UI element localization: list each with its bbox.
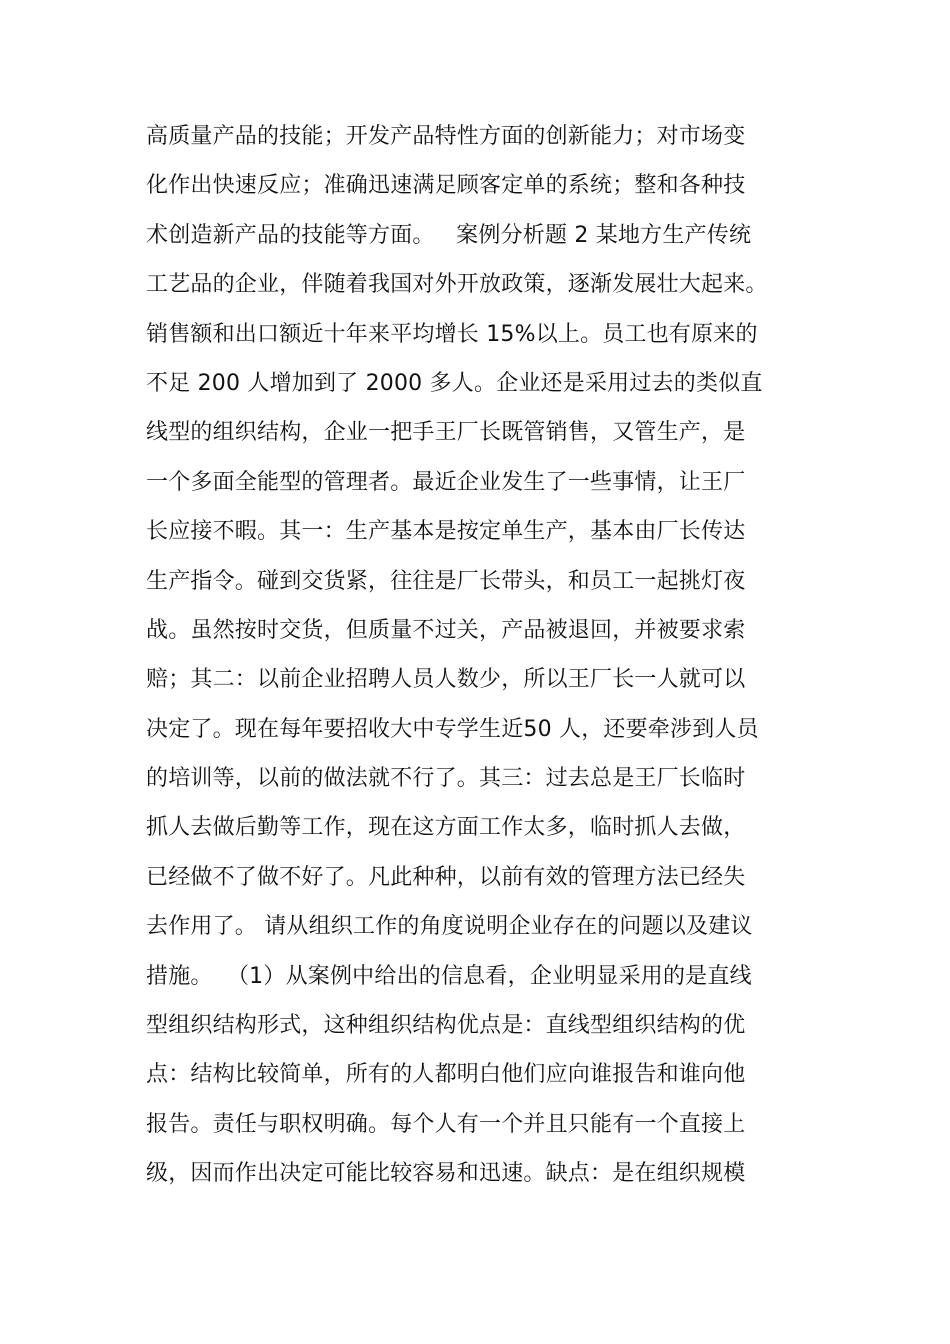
text-line-22: 级，因而作出决定可能比较容易和迅速。缺点：是在组织规模 bbox=[146, 1161, 746, 1187]
text-line-1: 高质量产品的技能；开发产品特性方面的创新能力；对市场变 bbox=[146, 124, 746, 149]
text-line-11: 战。虽然按时交货，但质量不过关，产品被退回，并被要求索 bbox=[146, 617, 746, 643]
text-line-20: 点：结构比较简单，所有的人都明白他们应向谁报告和谁向他 bbox=[146, 1062, 746, 1088]
text-line-21: 报告。责任与职权明确。每个人有一个并且只能有一个直接上 bbox=[146, 1111, 746, 1137]
text-line-19: 型组织结构形式，这种组织结构优点是：直线型组织结构的优 bbox=[146, 1013, 746, 1039]
text-line-8: 一个多面全能型的管理者。最近企业发生了一些事情，让王厂 bbox=[146, 469, 746, 495]
body-text bbox=[146, 112, 846, 1199]
text-line-13: 决定了。现在每年要招收大中专学生近50 人，还要牵涉到人员 bbox=[146, 716, 759, 742]
text-line-9: 长应接不暇。其一：生产基本是按定单生产，基本由厂长传达 bbox=[146, 519, 746, 545]
text-line-15: 抓人去做后勤等工作，现在这方面工作太多，临时抓人去做， bbox=[146, 815, 746, 841]
text-line-16: 已经做不了做不好了。凡此种种，以前有效的管理方法已经失 bbox=[146, 864, 746, 890]
text-line-17: 去作用了。 请从组织工作的角度说明企业存在的问题以及建议 bbox=[146, 914, 753, 940]
text-line-2: 化作出快速反应；准确迅速满足顾客定单的系统；整和各种技 bbox=[146, 173, 746, 199]
text-line-7: 线型的组织结构，企业一把手王厂长既管销售，又管生产，是 bbox=[146, 420, 746, 446]
text-line-10: 生产指令。碰到交货紧，往往是厂长带头，和员工一起挑灯夜 bbox=[146, 568, 746, 594]
text-line-6: 不足 200 人增加到了 2000 多人。企业还是采用过去的类似直 bbox=[146, 370, 763, 396]
text-line-12: 赔；其二：以前企业招聘人员人数少，所以王厂长一人就可以 bbox=[146, 667, 746, 693]
text-line-18: 措施。 （1）从案例中给出的信息看，企业明显采用的是直线 bbox=[146, 963, 752, 989]
text-line-3: 术创造新产品的技能等方面。 案例分析题 2 某地方生产传统 bbox=[146, 222, 752, 248]
text-line-5: 销售额和出口额近十年来平均增长 15%以上。员工也有原来的 bbox=[146, 321, 758, 347]
text-line-14: 的培训等，以前的做法就不行了。其三：过去总是王厂长临时 bbox=[146, 766, 746, 792]
text-line-4: 工艺品的企业，伴随着我国对外开放政策，逐渐发展壮大起来。 bbox=[146, 272, 768, 298]
